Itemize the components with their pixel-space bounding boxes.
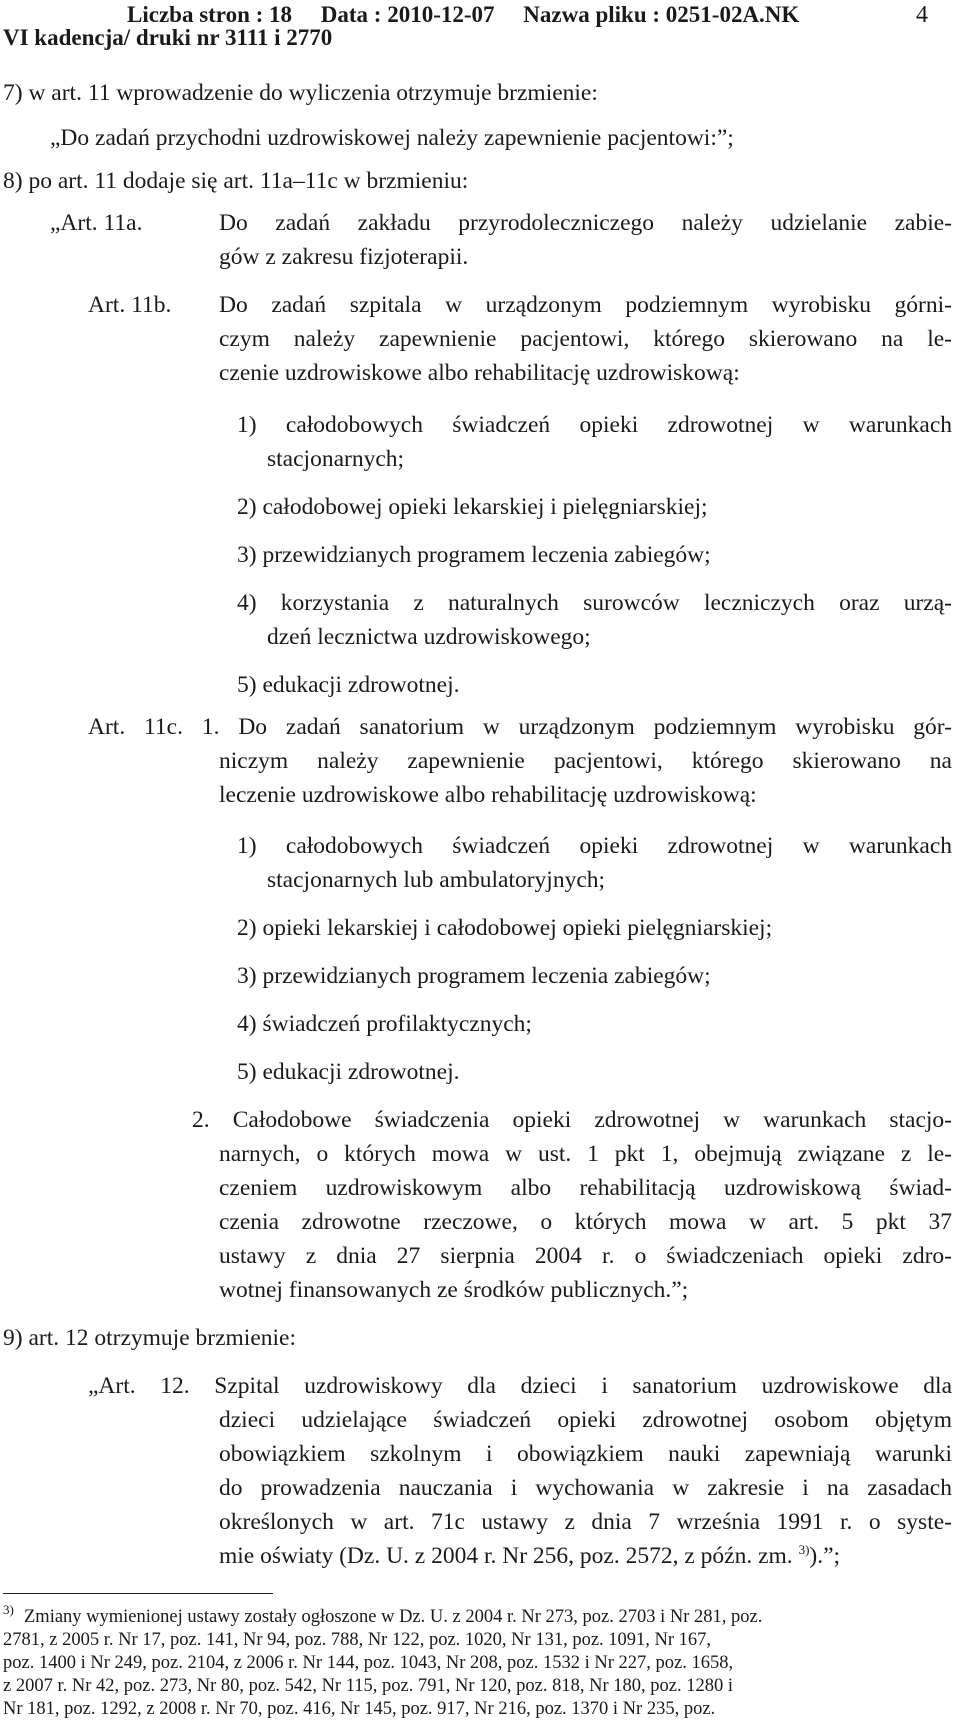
list-item: 5) edukacji zdrowotnej. bbox=[237, 1059, 460, 1085]
art-11b-line: Do zadań szpitala w urządzonym podziemnym wyrobisku górni- bbox=[219, 292, 952, 318]
footnote-line: poz. 1400 i Nr 249, poz. 2104, z 2006 r. Nr 144, poz. 1043, Nr 208, poz. 1532 i Nr 227, poz. 1658, bbox=[3, 1653, 734, 1673]
point-9: 9) art. 12 otrzymuje brzmienie: bbox=[3, 1325, 296, 1351]
point-8: 8) po art. 11 dodaje się art. 11a–11c w brzmieniu: bbox=[3, 168, 469, 194]
point-7: 7) w art. 11 wprowadzenie do wyliczenia otrzymuje brzmienie: bbox=[3, 80, 598, 106]
footnote-marker: 3) bbox=[3, 1602, 14, 1617]
art-11b-line: czenie uzdrowiskowe albo rehabilitację uzdrowiskową: bbox=[219, 360, 740, 386]
point-7-quote: „Do zadań przychodni uzdrowiskowej należy zapewnienie pacjentowi:”; bbox=[50, 125, 734, 151]
list-item-cont: stacjonarnych lub ambulatoryjnych; bbox=[267, 867, 606, 893]
footnote-ref: 3) bbox=[798, 1542, 810, 1558]
art-11a-label: „Art. 11a. bbox=[50, 210, 143, 236]
art-11c-ust-2: 2. Całodobowe świadczenia opieki zdrowotnej w warunkach stacjo- bbox=[192, 1107, 952, 1133]
art-11a-line: gów z zakresu fizjoterapii. bbox=[219, 244, 469, 270]
art-12-line: obowiązkiem szkolnym i obowiązkiem nauki zapewniają warunki bbox=[219, 1441, 952, 1467]
footnote-line: z 2007 r. Nr 42, poz. 273, Nr 80, poz. 542, Nr 115, poz. 791, Nr 120, poz. 818, Nr 180, poz. 1280 i bbox=[3, 1676, 733, 1696]
list-item: 1) całodobowych świadczeń opieki zdrowotnej w warunkach bbox=[237, 412, 952, 438]
art-11a-line: Do zadań zakładu przyrodoleczniczego należy udzielanie zabie- bbox=[219, 210, 952, 236]
art-11c-ust-2: wotnej finansowanych ze środków publicznych.”; bbox=[219, 1277, 689, 1303]
art-11c-ust-2: czenia zdrowotne rzeczowe, o których mowa w art. 5 pkt 37 bbox=[219, 1209, 952, 1235]
list-item-cont: stacjonarnych; bbox=[267, 446, 405, 472]
list-item: 5) edukacji zdrowotnej. bbox=[237, 672, 460, 698]
art-12-line: określonych w art. 71c ustawy z dnia 7 września 1991 r. o syste- bbox=[219, 1509, 952, 1535]
header-meta-line: Liczba stron : 18 Data : 2010-12-07 Nazwa pliku : 0251-02A.NK bbox=[127, 2, 800, 27]
art-11c-ust-2: narnych, o których mowa w ust. 1 pkt 1, obejmują związane z le- bbox=[219, 1141, 952, 1167]
footnote-line: Zmiany wymienionej ustawy zostały ogłoszone w Dz. U. z 2004 r. Nr 273, poz. 2703 i Nr 281, poz. bbox=[24, 1607, 763, 1627]
footnote-separator bbox=[3, 1593, 273, 1594]
art-12-text: mie oświaty (Dz. U. z 2004 r. Nr 256, poz. 2572, z późn. zm. bbox=[219, 1543, 793, 1569]
list-item: 3) przewidzianych programem leczenia zabiegów; bbox=[237, 963, 711, 989]
page-number: 4 bbox=[916, 2, 928, 28]
list-item: 2) całodobowej opieki lekarskiej i pielęgniarskiej; bbox=[237, 494, 708, 520]
art-11c-ust-2: czeniem uzdrowiskowym albo rehabilitacją uzdrowiskową świad- bbox=[219, 1175, 952, 1201]
art-11c-line: niczym należy zapewnienie pacjentowi, którego skierowano na bbox=[219, 748, 952, 774]
page-header bbox=[0, 0, 960, 52]
art-12-line: dzieci udzielające świadczeń opieki zdrowotnej osobom objętym bbox=[219, 1407, 952, 1433]
art-11c-line: Art. 11c. 1. Do zadań sanatorium w urządzonym podziemnym wyrobisku gór- bbox=[88, 714, 952, 740]
list-item: 4) korzystania z naturalnych surowców leczniczych oraz urzą- bbox=[237, 590, 952, 616]
footnote-line: 2781, z 2005 r. Nr 17, poz. 141, Nr 94, poz. 788, Nr 122, poz. 1020, Nr 131, poz. 1091, Nr 167, bbox=[3, 1630, 712, 1650]
header-kadencja-line: VI kadencja/ druki nr 3111 i 2770 bbox=[3, 25, 333, 50]
list-item: 3) przewidzianych programem leczenia zabiegów; bbox=[237, 542, 711, 568]
list-item-cont: dzeń lecznictwa uzdrowiskowego; bbox=[267, 624, 591, 650]
art-12-closing: ).”; bbox=[809, 1543, 841, 1569]
list-item: 1) całodobowych świadczeń opieki zdrowotnej w warunkach bbox=[237, 833, 952, 859]
art-11b-line: czym należy zapewnienie pacjentowi, którego skierowano na le- bbox=[219, 326, 952, 352]
art-12-line: do prowadzenia nauczania i wychowania w zakresie i na zasadach bbox=[219, 1475, 952, 1501]
art-11b-label: Art. 11b. bbox=[88, 292, 172, 318]
art-12-line: „Art. 12. Szpital uzdrowiskowy dla dzieci i sanatorium uzdrowiskowe dla bbox=[88, 1373, 952, 1399]
list-item: 2) opieki lekarskiej i całodobowej opieki pielęgniarskiej; bbox=[237, 915, 773, 941]
art-12-line bbox=[219, 1539, 840, 1573]
art-11c-ust-2: ustawy z dnia 27 sierpnia 2004 r. o świadczeniach opieki zdro- bbox=[219, 1243, 952, 1269]
list-item: 4) świadczeń profilaktycznych; bbox=[237, 1011, 532, 1037]
footnote-line: Nr 181, poz. 1292, z 2008 r. Nr 70, poz. 416, Nr 145, poz. 917, Nr 216, poz. 1370 i Nr 235, poz. bbox=[3, 1699, 716, 1719]
art-11c-line: leczenie uzdrowiskowe albo rehabilitację uzdrowiskową: bbox=[219, 782, 757, 808]
